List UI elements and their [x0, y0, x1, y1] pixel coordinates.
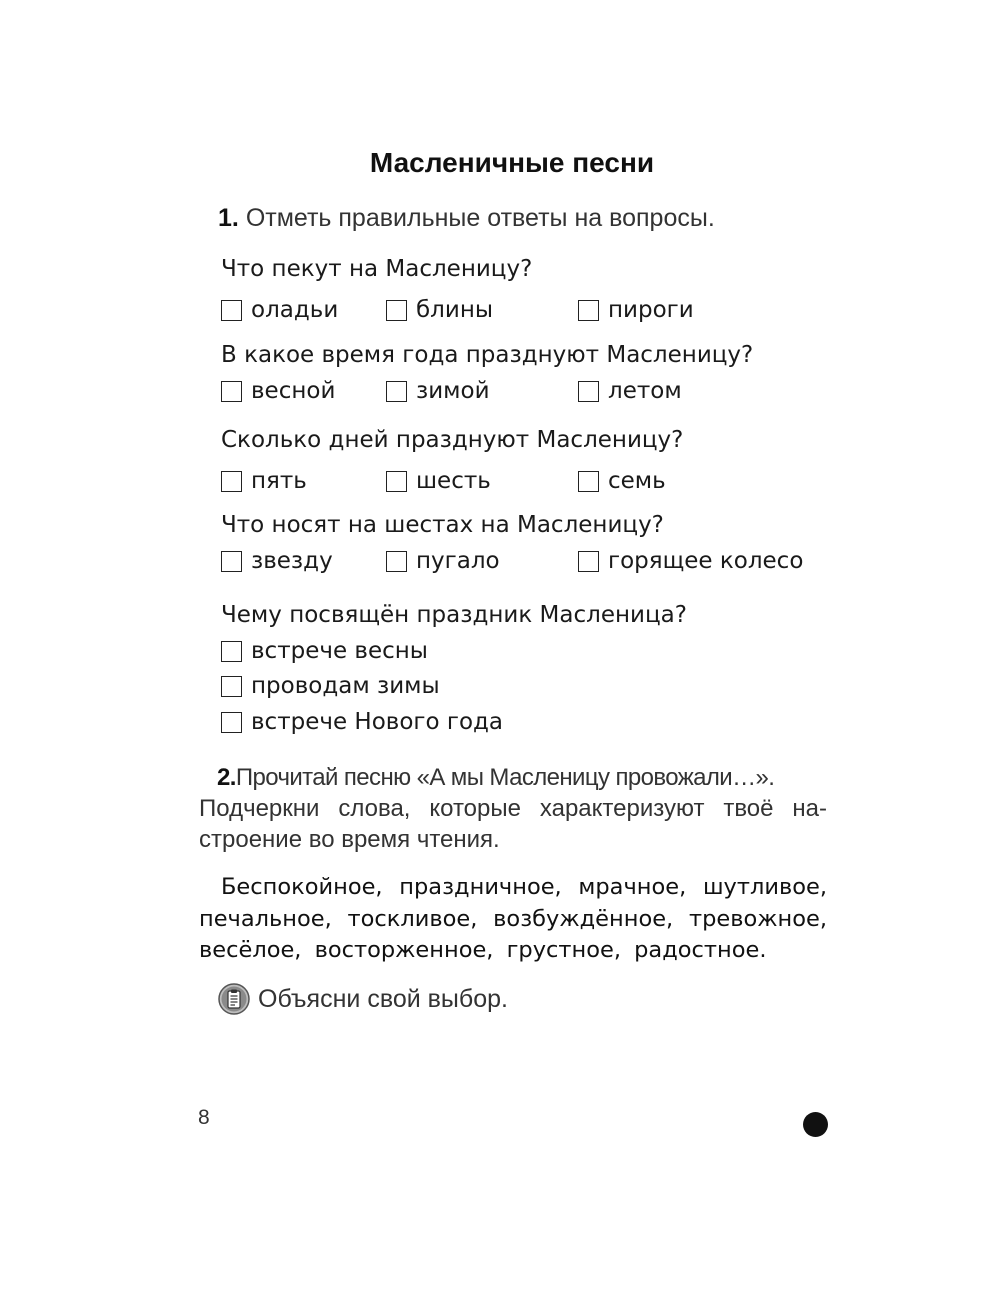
- task-2-line-2: Подчеркни слова, которые характеризуют твоё на-: [199, 795, 827, 822]
- option-2-2[interactable]: [386, 378, 490, 404]
- clipboard-icon: [218, 983, 250, 1015]
- checkbox[interactable]: [578, 300, 599, 321]
- option-label: встрече весны: [251, 638, 428, 664]
- option-3-1[interactable]: [221, 468, 307, 494]
- task-2-number: 2.: [217, 764, 236, 791]
- option-2-1[interactable]: [221, 378, 335, 404]
- option-label: летом: [608, 378, 682, 404]
- question-3: Сколько дней празднуют Масленицу?: [221, 427, 684, 453]
- option-1-1[interactable]: [221, 297, 338, 323]
- task-1-number: 1.: [218, 204, 239, 232]
- question-2: В какое время года празднуют Масленицу?: [221, 342, 754, 368]
- checkbox[interactable]: [221, 300, 242, 321]
- option-5-3[interactable]: [221, 709, 503, 735]
- option-5-2[interactable]: [221, 673, 440, 699]
- checkbox[interactable]: [221, 381, 242, 402]
- option-label: пироги: [608, 297, 694, 323]
- option-1-3[interactable]: [578, 297, 694, 323]
- task-1-text: Отметь правильные ответы на вопросы.: [245, 204, 715, 232]
- option-label: зимой: [416, 378, 490, 404]
- option-3-2[interactable]: [386, 468, 491, 494]
- option-1-2[interactable]: [386, 297, 493, 323]
- checkbox[interactable]: [221, 551, 242, 572]
- task-2-line-1-text: Прочитай песню «А мы Масленицу провожали…».: [235, 764, 775, 791]
- task-2-line-3: строение во время чтения.: [199, 826, 500, 853]
- option-label: блины: [416, 297, 494, 323]
- option-5-1[interactable]: [221, 638, 428, 664]
- checkbox[interactable]: [386, 381, 407, 402]
- mood-words-line-1: Беспокойное, праздничное, мрачное, шутливое,: [221, 874, 827, 900]
- checkbox[interactable]: [221, 676, 242, 697]
- option-label: пять: [251, 468, 307, 494]
- option-label: проводам зимы: [251, 673, 440, 699]
- mood-words: [199, 872, 827, 967]
- option-label: звезду: [251, 548, 333, 574]
- option-label: шесть: [416, 468, 491, 494]
- option-label: оладьи: [251, 297, 339, 323]
- option-label: встрече Нового года: [251, 709, 504, 735]
- option-label: семь: [608, 468, 666, 494]
- mood-words-line-3: весёлое, восторженное, грустное, радостное.: [199, 937, 767, 963]
- page-marker-dot: [803, 1112, 828, 1137]
- checkbox[interactable]: [221, 641, 242, 662]
- option-4-3[interactable]: [578, 548, 803, 574]
- explain-text: Объясни свой выбор.: [258, 984, 508, 1013]
- option-4-1[interactable]: [221, 548, 333, 574]
- question-4: Что носят на шестах на Масленицу?: [221, 512, 664, 538]
- page-title: Масленичные песни: [369, 147, 655, 178]
- explain-prompt: [218, 983, 508, 1015]
- checkbox[interactable]: [221, 471, 242, 492]
- mood-words-line-2: печальное, тоскливое, возбуждённое, тревожное,: [199, 905, 827, 932]
- checkbox[interactable]: [578, 551, 599, 572]
- option-label: горящее колесо: [608, 548, 804, 574]
- page-number: 8: [198, 1106, 210, 1129]
- option-2-3[interactable]: [578, 378, 682, 404]
- checkbox[interactable]: [578, 471, 599, 492]
- option-label: весной: [251, 378, 336, 404]
- task-2-instruction: [199, 762, 827, 855]
- task-1-instruction: [218, 204, 715, 233]
- checkbox[interactable]: [221, 712, 242, 733]
- question-1: Что пекут на Масленицу?: [221, 256, 533, 282]
- checkbox[interactable]: [386, 300, 407, 321]
- option-4-2[interactable]: [386, 548, 500, 574]
- checkbox[interactable]: [386, 471, 407, 492]
- option-3-3[interactable]: [578, 468, 666, 494]
- task-2-line-1: [199, 762, 827, 793]
- checkbox[interactable]: [578, 381, 599, 402]
- checkbox[interactable]: [386, 551, 407, 572]
- option-label: пугало: [416, 548, 500, 574]
- question-5: Чему посвящён праздник Масленица?: [221, 602, 687, 628]
